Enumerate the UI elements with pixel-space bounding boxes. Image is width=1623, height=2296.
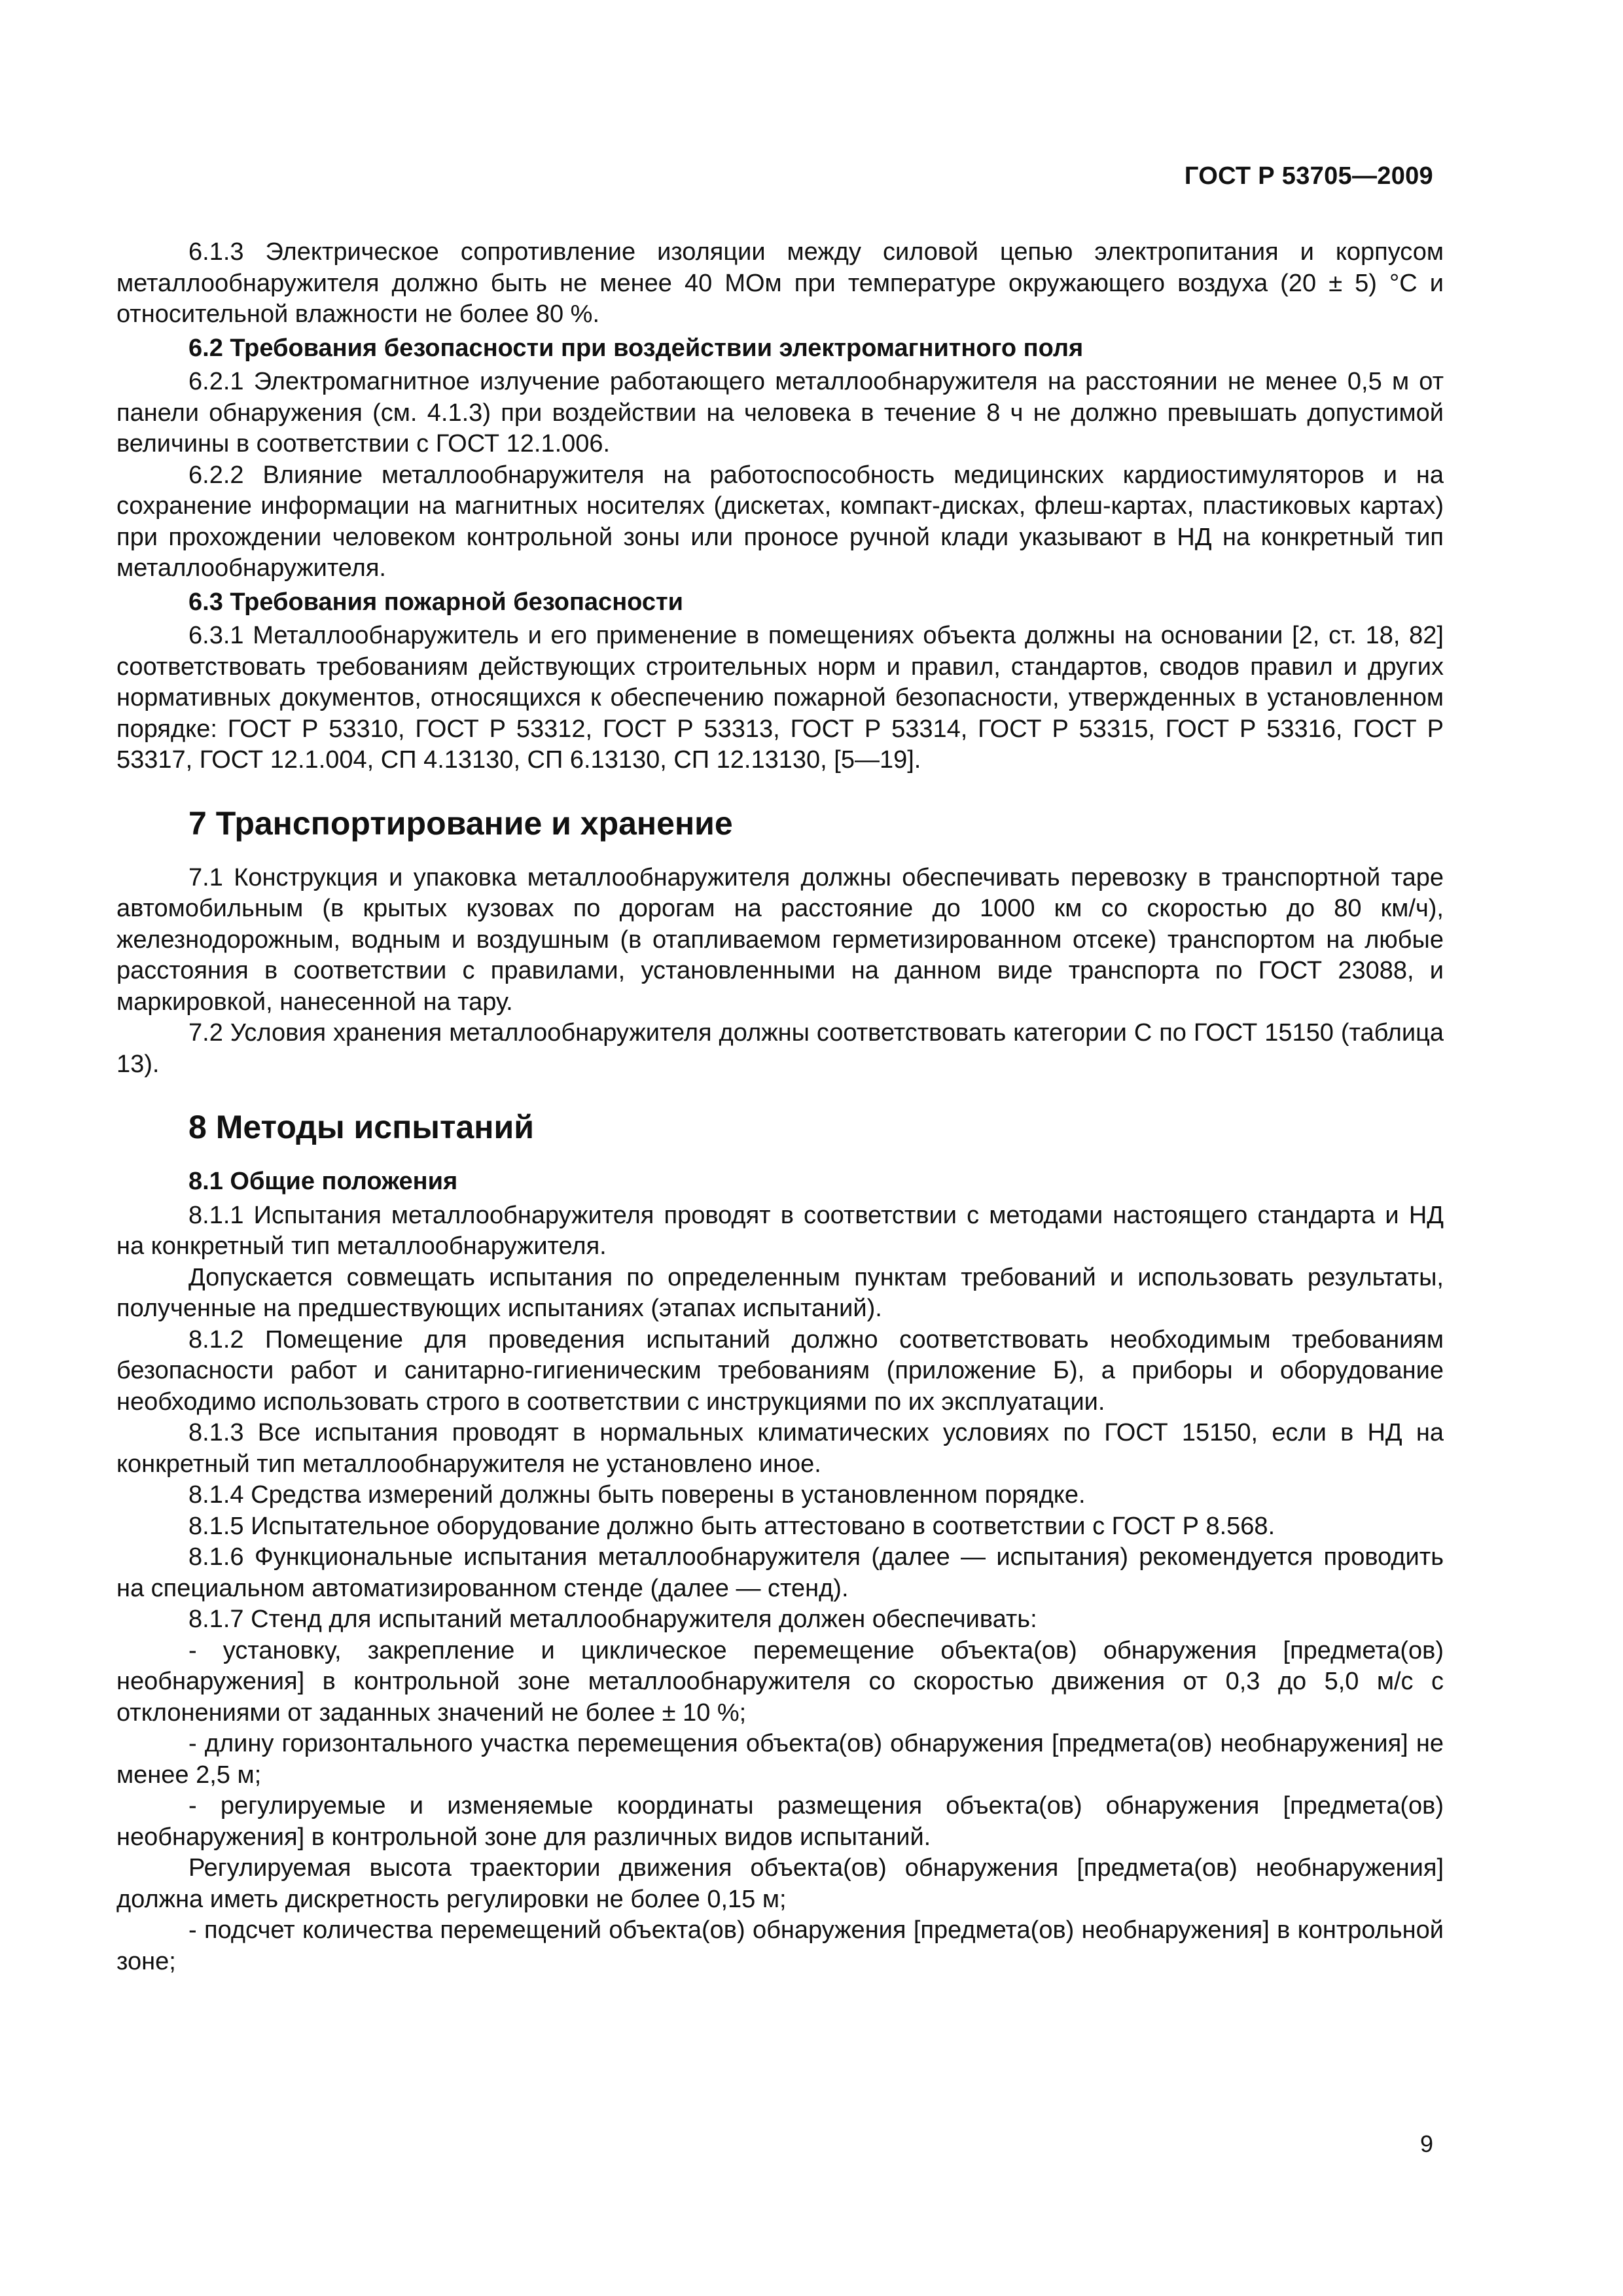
paragraph: 8.1.7 Стенд для испытаний металлообнаружителя должен обеспечивать: [188,1605,1037,1633]
paragraph: 6.1.3 Электрическое сопротивление изоляции между силовой цепью электропитания и корпусом металлообнаружителя должно быть не менее 40 МОм при температуре окружающего воздуха (20 ± 5) °С и относительной влажности не более 80 %. [116,238,1444,328]
paragraph: 8.1.3 Все испытания проводят в нормальных климатических условиях по ГОСТ 15150, если в НД на конкретный тип металлообнаружителя не установлено иное. [116,1419,1444,1478]
subsection-heading: 6.2 Требования безопасности при воздействии электромагнитного поля [188,334,1084,362]
subsection-heading: 8.1 Общие положения [188,1168,458,1195]
paragraph: Регулируемая высота траектории движения объекта(ов) обнаружения [предмета(ов) необнаружения] должна иметь дискретность регулировки не более 0,15 м; [116,1854,1444,1913]
paragraph: 7.2 Условия хранения металлообнаружителя должны соответствовать категории С по ГОСТ 15150 (таблица 13). [116,1019,1444,1078]
paragraph: 8.1.6 Функциональные испытания металлообнаружителя (далее — испытания) рекомендуется проводить на специальном автоматизированном стенде (далее — стенд). [116,1543,1444,1602]
paragraph: 8.1.1 Испытания металлообнаружителя проводят в соответствии с методами настоящего стандарта и НД на конкретный тип металлообнаружителя. [116,1201,1444,1260]
paragraph: 8.1.5 Испытательное оборудование должно быть аттестовано в соответствии с ГОСТ Р 8.568. [188,1512,1275,1540]
paragraph: Допускается совмещать испытания по определенным пунктам требований и использовать результаты, полученные на предшествующих испытаниях (этапах испытаний). [116,1263,1444,1322]
paragraph: 6.2.2 Влияние металлообнаружителя на работоспособность медицинских кардиостимуляторов и на сохранение информации на магнитных носителях (дискетах, компакт-дисках, флеш-картах, пластиковых картах) при прохождении человеком контрольной зоны или проносе ручной клади указывают в НД на конкретный тип металлообнаружителя. [116,461,1444,582]
page-number: 9 [1419,2130,1433,2157]
paragraph: 6.3.1 Металлообнаружитель и его применение в помещениях объекта должны на основании [2, ст. 18, 82] соответствовать требованиям действующих строительных норм и правил, стандартов, сводов правил и других нормативных документов, относящихся к обеспечению пожарной безопасности, утвержденных в установленном порядке: ГОСТ Р 53310, ГОСТ Р 53312, ГОСТ Р 53313, ГОСТ Р 53314, ГОСТ Р 53315, ГОСТ Р 53316, ГОСТ Р 53317, ГОСТ 12.1.004, СП 4.13130, СП 6.13130, СП 12.13130, [5—19]. [116,622,1444,774]
list-item: - установку, закрепление и циклическое перемещение объекта(ов) обнаружения [предмета(ов) необнаружения] в контрольной зоне металлообнаружителя со скоростью движения от 0,3 до 5,0 м/с с отклонениями от заданных значений не более ± 10 %; [116,1636,1444,1727]
paragraph: 7.1 Конструкция и упаковка металлообнаружителя должны обеспечивать перевозку в транспортной таре автомобильным (в крытых кузовах по дорогам на расстояние до 1000 км со скоростью до 80 км/ч), железнодорожным, водным и воздушным (в отапливаемом герметизированном отсеке) транспортом на любые расстояния в соответствии с правилами, установленными на данном виде транспорта по ГОСТ 23088, и маркировкой, нанесенной на тару. [116,863,1444,1016]
paragraph: 8.1.2 Помещение для проведения испытаний должно соответствовать необходимым требованиям безопасности работ и санитарно-гигиеническим требованиям (приложение Б), а приборы и оборудование необходимо использовать строго в соответствии с инструкциями по их эксплуатации. [116,1325,1444,1416]
list-item: - регулируемые и изменяемые координаты размещения объекта(ов) обнаружения [предмета(ов) необнаружения] в контрольной зоне для различных видов испытаний. [116,1792,1444,1851]
document-body [116,237,1444,1977]
document-id: ГОСТ Р 53705—2009 [1184,162,1433,190]
list-item: - длину горизонтального участка перемещения объекта(ов) обнаружения [предмета(ов) необнаружения] не менее 2,5 м; [116,1730,1444,1789]
list-item: - подсчет количества перемещений объекта(ов) обнаружения [предмета(ов) необнаружения] в контрольной зоне; [116,1916,1444,1975]
paragraph: 6.2.1 Электромагнитное излучение работающего металлообнаружителя на расстоянии не менее 0,5 м от панели обнаружения (см. 4.1.3) при воздействии на человека в течение 8 ч не должно превышать допустимой величины в соответствии с ГОСТ 12.1.006. [116,368,1444,457]
subsection-heading: 6.3 Требования пожарной безопасности [188,588,683,616]
section-heading: 7 Транспортирование и хранение [188,804,733,842]
paragraph: 8.1.4 Средства измерений должны быть поверены в установленном порядке. [188,1481,1086,1509]
section-heading: 8 Методы испытаний [188,1109,534,1145]
